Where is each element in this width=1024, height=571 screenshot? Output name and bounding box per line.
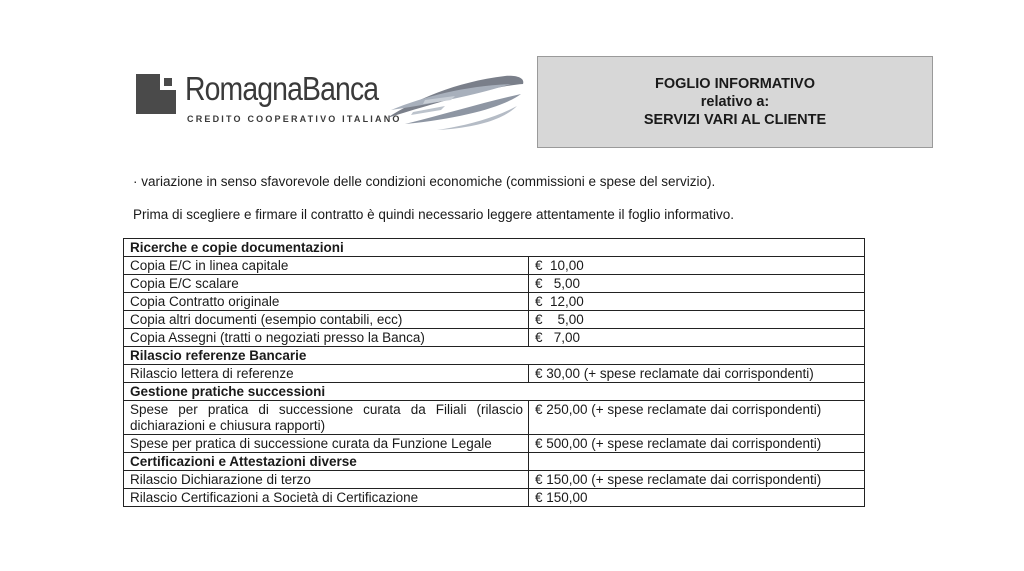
table-row <box>124 311 865 329</box>
row-value: € 150,00 <box>529 489 865 507</box>
section-title: Ricerche e copie documentazioni <box>124 239 865 257</box>
row-value: € 250,00 (+ spese reclamate dai corrispondenti) <box>529 401 865 435</box>
fees-table <box>123 238 865 507</box>
row-label: Spese per pratica di successione curata da Funzione Legale <box>124 435 529 453</box>
row-label: Spese per pratica di successione curata da Filiali (rilascio dichiarazioni e chiusura rapporti) <box>124 401 529 435</box>
intro-note: Prima di scegliere e firmare il contratto è quindi necessario leggere attentamente il foglio informativo. <box>133 207 735 222</box>
table-row <box>124 489 865 507</box>
header-line-3: SERVIZI VARI AL CLIENTE <box>643 112 827 128</box>
logo-name: RomagnaBanca <box>185 70 379 107</box>
table-row <box>124 435 865 453</box>
row-value: € 5,00 <box>529 311 865 329</box>
row-value: € 7,00 <box>529 329 865 347</box>
row-label: Rilascio Dichiarazione di terzo <box>124 471 529 489</box>
row-label: Copia altri documenti (esempio contabili, ecc) <box>124 311 529 329</box>
section-title: Gestione pratiche successioni <box>124 383 865 401</box>
header-line-2: relativo a: <box>700 94 770 110</box>
row-value: € 30,00 (+ spese reclamate dai corrispondenti) <box>529 365 865 383</box>
table-row <box>124 293 865 311</box>
section-row <box>124 347 865 365</box>
table-row <box>124 275 865 293</box>
logo-swoosh-icon <box>385 70 527 132</box>
row-value: € 150,00 (+ spese reclamate dai corrispondenti) <box>529 471 865 489</box>
section-row <box>124 383 865 401</box>
table-row <box>124 257 865 275</box>
section-title: Rilascio referenze Bancarie <box>124 347 865 365</box>
row-value: € 5,00 <box>529 275 865 293</box>
row-label: Copia Contratto originale <box>124 293 529 311</box>
section-row <box>124 239 865 257</box>
logo-mark-icon <box>136 74 176 114</box>
row-label: Copia E/C scalare <box>124 275 529 293</box>
row-label: Copia E/C in linea capitale <box>124 257 529 275</box>
header-line-1: FOGLIO INFORMATIVO <box>654 76 816 92</box>
row-value: € 500,00 (+ spese reclamate dai corrispondenti) <box>529 435 865 453</box>
bank-logo <box>133 70 523 132</box>
table-row <box>124 329 865 347</box>
row-value: € 10,00 <box>529 257 865 275</box>
table-row <box>124 365 865 383</box>
row-label: Rilascio lettera di referenze <box>124 365 529 383</box>
table-row <box>124 401 865 435</box>
section-empty-cell <box>529 453 865 471</box>
row-value: € 12,00 <box>529 293 865 311</box>
table-row <box>124 471 865 489</box>
row-label: Copia Assegni (tratti o negoziati presso la Banca) <box>124 329 529 347</box>
info-sheet-header <box>537 56 933 148</box>
section-row <box>124 453 865 471</box>
logo-subtitle: CREDITO COOPERATIVO ITALIANO <box>187 114 402 124</box>
row-label: Rilascio Certificazioni a Società di Certificazione <box>124 489 529 507</box>
intro-bullet: · variazione in senso sfavorevole delle condizioni economiche (commissioni e spese del servizio). <box>133 174 716 189</box>
section-title: Certificazioni e Attestazioni diverse <box>124 453 529 471</box>
